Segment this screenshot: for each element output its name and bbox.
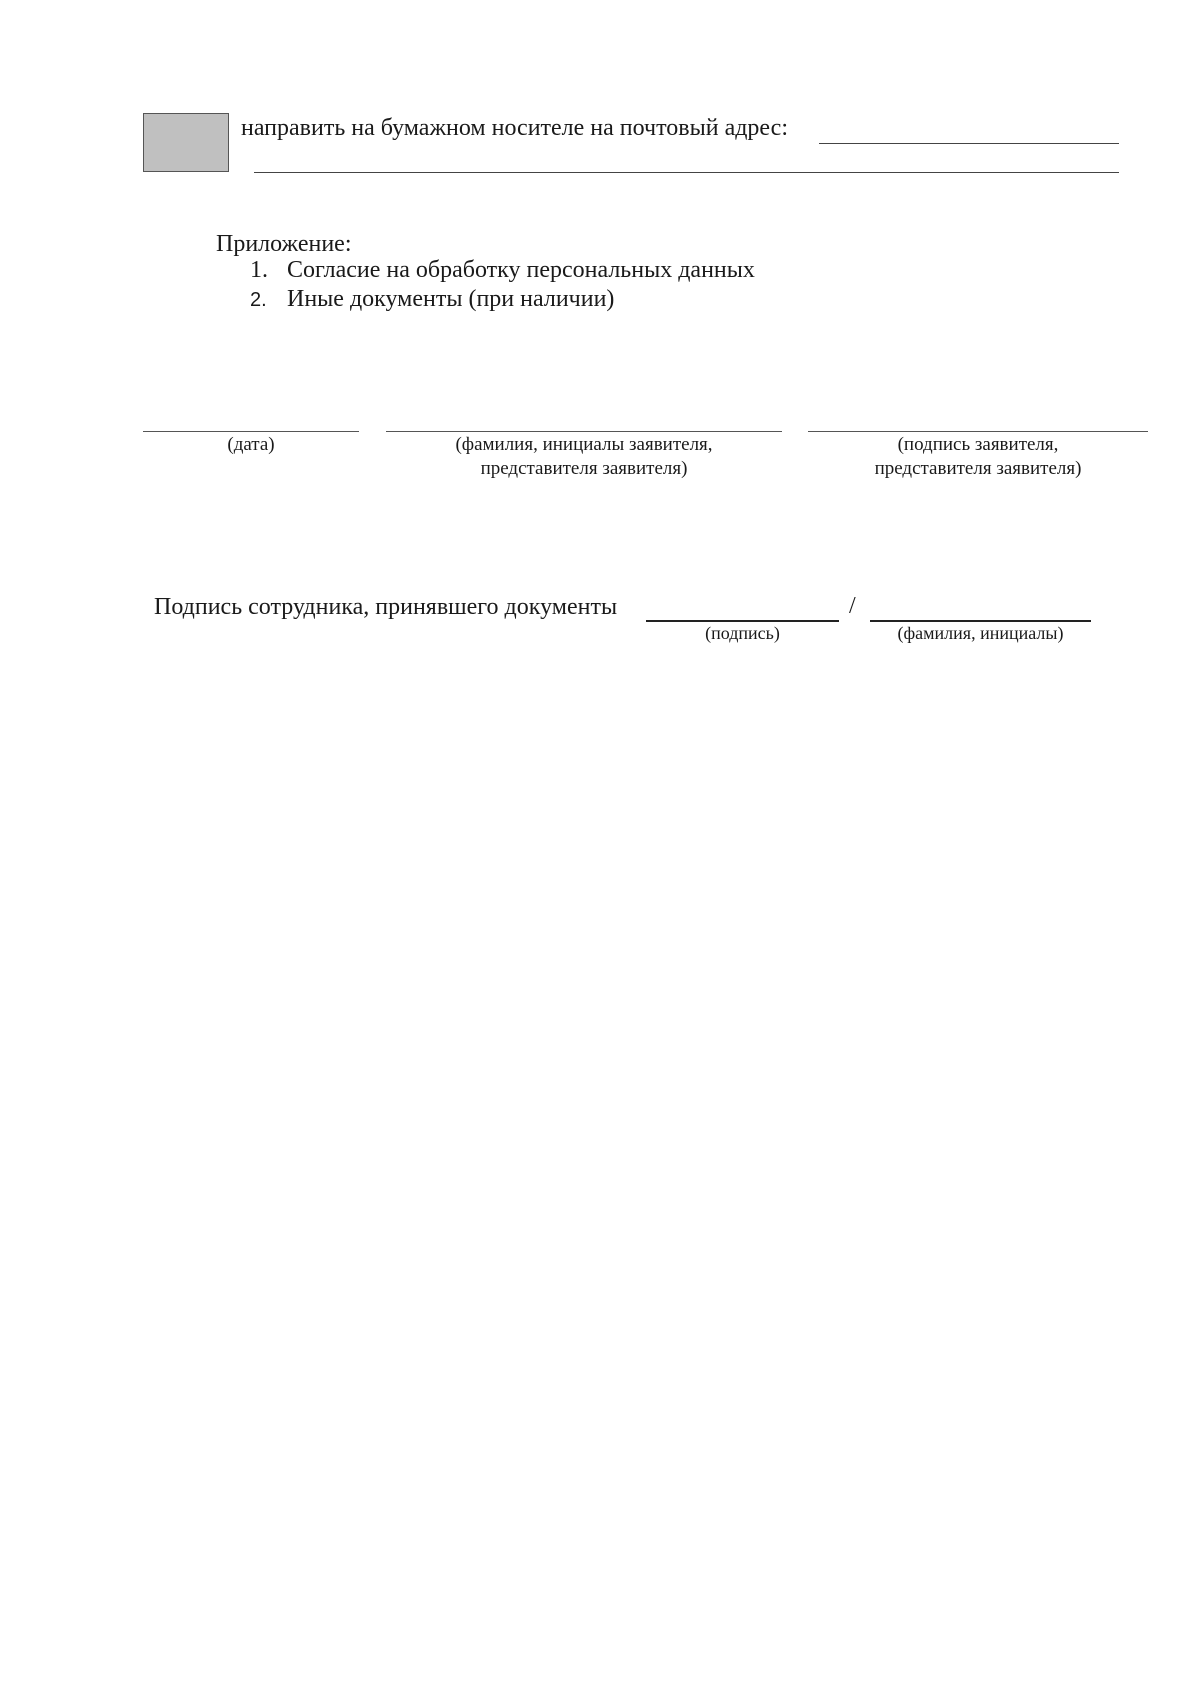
- attachment-text: Согласие на обработку персональных данных: [287, 257, 755, 283]
- separator-slash: /: [849, 593, 856, 619]
- applicant-signature-caption: [808, 433, 1148, 481]
- employee-name-field-line[interactable]: [870, 620, 1091, 622]
- date-field-line[interactable]: [143, 431, 359, 432]
- attachment-text: Иные документы (при наличии): [287, 286, 615, 312]
- attachment-item: [250, 286, 755, 315]
- postal-address-field-line-1[interactable]: [819, 143, 1119, 144]
- applicant-signature-field-line[interactable]: [808, 431, 1148, 432]
- date-caption: [143, 433, 359, 457]
- attachment-number: 2.: [250, 289, 267, 311]
- attachments-list: [250, 257, 755, 315]
- employee-signature-label: Подпись сотрудника, принявшего документы: [154, 594, 618, 620]
- applicant-name-caption-line2: представителя заявителя): [480, 458, 688, 479]
- employee-signature-caption: (подпись): [705, 623, 780, 643]
- applicant-name-caption: [386, 433, 782, 481]
- attachments-heading: Приложение:: [216, 231, 352, 257]
- employee-name-caption: (фамилия, инициалы): [897, 623, 1064, 643]
- applicant-name-field-line[interactable]: [386, 431, 782, 432]
- applicant-signature-caption-line2: представителя заявителя): [874, 458, 1082, 479]
- postal-delivery-checkbox[interactable]: [143, 113, 229, 172]
- postal-address-field-line-2[interactable]: [254, 172, 1119, 173]
- postal-delivery-label: направить на бумажном носителе на почтовый адрес:: [241, 115, 788, 141]
- attachment-number: 1.: [250, 257, 268, 283]
- applicant-signature-caption-line1: (подпись заявителя,: [897, 434, 1059, 455]
- employee-signature-field-line[interactable]: [646, 620, 839, 622]
- applicant-name-caption-line1: (фамилия, инициалы заявителя,: [455, 434, 713, 455]
- date-caption-text: (дата): [227, 434, 275, 455]
- attachment-item: [250, 257, 755, 286]
